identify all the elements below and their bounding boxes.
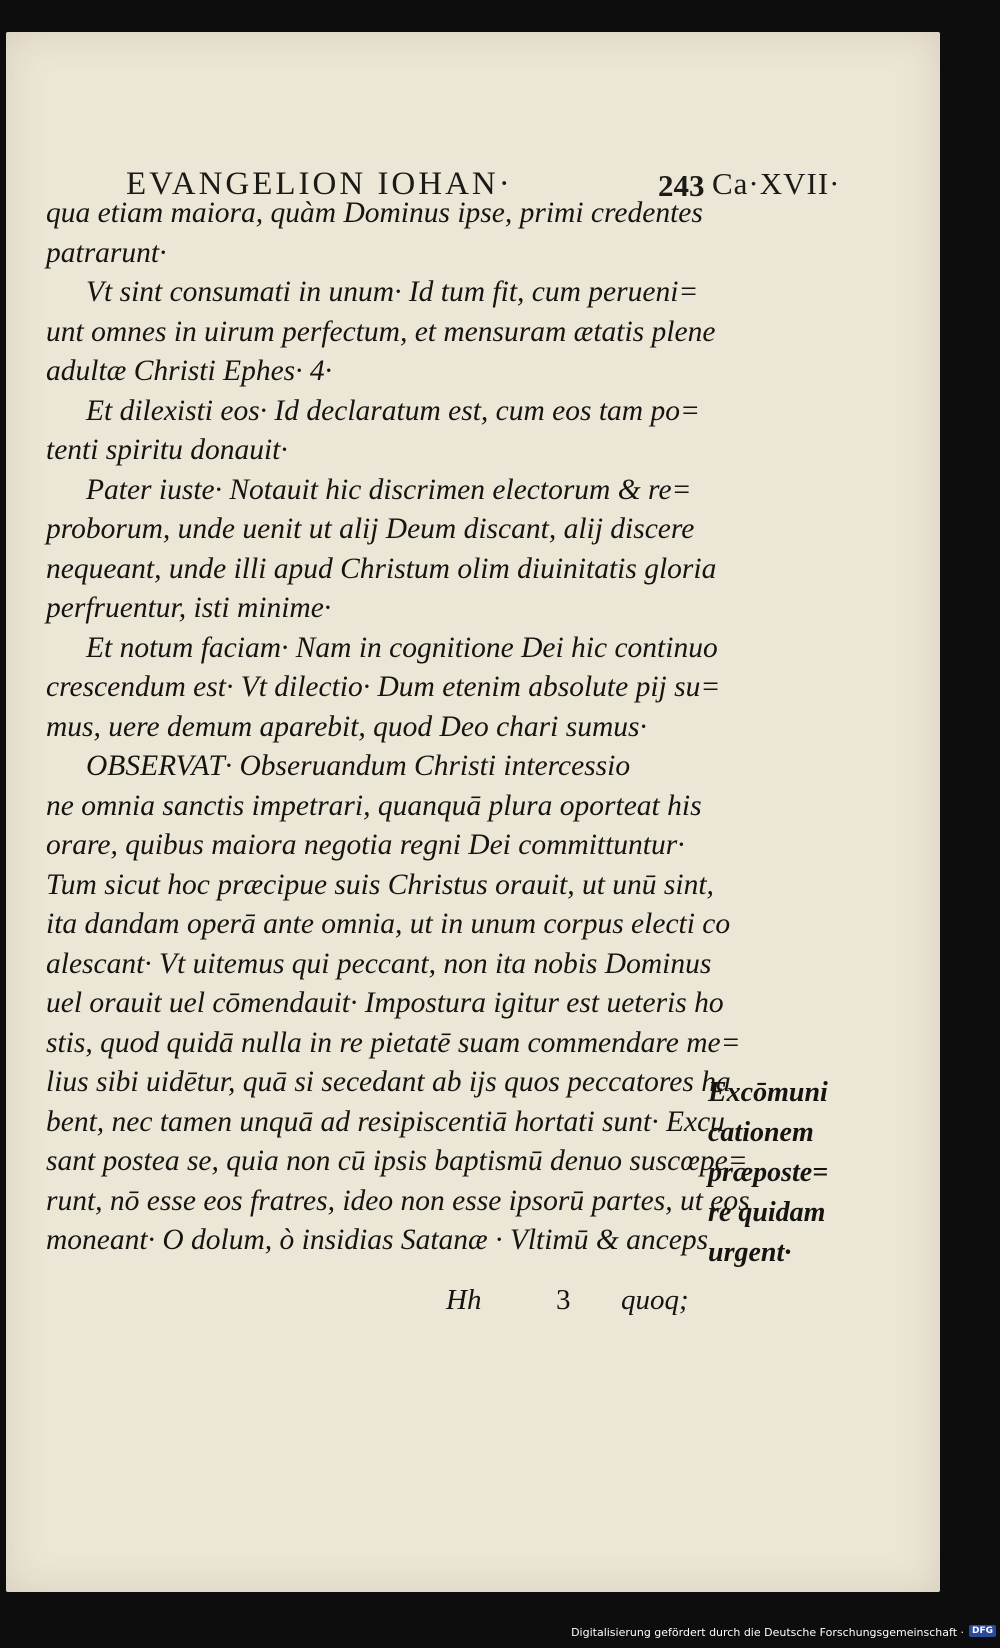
text-line: stis, quod quidā nulla in re pietatē suam commendare me=: [46, 1026, 741, 1059]
catchword: quoq;: [621, 1284, 689, 1316]
text-line: mus, uere demum aparebit, quod Deo chari sumus·: [46, 710, 647, 743]
chapter-reference: Ca·XVII·: [712, 166, 841, 201]
text-line: proborum, unde uenit ut alij Deum discant, alij discere: [46, 513, 695, 545]
text-line: qua etiam maiora, quàm Dominus ipse, primi credentes: [46, 197, 703, 229]
text-line: alescant· Vt uitemus qui peccant, non ita nobis Dominus: [46, 947, 712, 980]
margin-note-line: urgent·: [708, 1237, 792, 1268]
text-line: lius sibi uidētur, quā si secedant ab ijs quos peccatores ha: [46, 1066, 731, 1098]
signature-number: 3: [556, 1284, 571, 1316]
text-line: uel orauit uel cōmendauit· Impostura igitur est ueteris ho: [46, 987, 724, 1019]
text-line: orare, quibus maiora negotia regni Dei committuntur·: [46, 829, 685, 861]
signature-line: [6, 1284, 940, 1324]
funding-credit: Digitalisierung gefördert durch die Deutsche Forschungsgemeinschaft ·: [571, 1626, 964, 1639]
text-line: perfruentur, isti minime·: [46, 592, 332, 624]
text-line: crescendum est· Vt dilectio· Dum etenim absolute pij su=: [46, 671, 721, 703]
text-line: adultæ Christi Ephes· 4·: [46, 355, 333, 387]
margin-note-line: re quidam: [708, 1197, 826, 1228]
text-line: ita dandam operā ante omnia, ut in unum corpus electi co: [46, 908, 731, 940]
text-line: ne omnia sanctis impetrari, quanquā plura oporteat his: [46, 789, 702, 822]
page-number: 243: [658, 168, 705, 203]
text-line: Pater iuste· Notauit hic discrimen electorum & re=: [86, 473, 692, 506]
text-line: moneant· O dolum, ò insidias Satanæ · Vltimū & anceps: [46, 1224, 709, 1256]
text-line: Et dilexisti eos· Id declaratum est, cum eos tam po=: [86, 394, 700, 427]
digitization-footer: [0, 1620, 1000, 1648]
margin-note: [708, 1073, 838, 1273]
text-line: Et notum faciam· Nam in cognitione Dei hic continuo: [86, 631, 718, 664]
dfg-logo: DFG: [969, 1625, 996, 1637]
text-line: OBSERVAT· Obseruandum Christi intercessio: [86, 750, 631, 782]
text-line: Vt sint consumati in unum· Id tum fit, cum perueni=: [86, 276, 699, 308]
text-line: nequeant, unde illi apud Christum olim diuinitatis gloria: [46, 552, 717, 585]
text-line: unt omnes in uirum perfectum, et mensuram ætatis plene: [46, 315, 716, 348]
text-line: sant postea se, quia non cū ipsis baptismū denuo suscœpe=: [46, 1145, 748, 1177]
margin-note-line: Excōmuni: [708, 1077, 828, 1108]
text-line: runt, nō esse eos fratres, ideo non esse ipsorū partes, ut eos: [46, 1184, 750, 1217]
text-line: bent, nec tamen unquā ad resipiscentiā hortati sunt· Excu: [46, 1105, 725, 1138]
margin-note-line: præposte=: [708, 1157, 829, 1188]
book-page: [6, 32, 940, 1592]
text-line: Tum sicut hoc præcipue suis Christus orauit, ut unū sint,: [46, 868, 714, 901]
running-head: EVANGELION IOHAN·: [126, 166, 513, 202]
page-header: [6, 128, 940, 203]
signature-mark: Hh: [446, 1284, 482, 1316]
body-text: [46, 194, 750, 1261]
text-line: patrarunt·: [46, 236, 167, 269]
margin-note-line: cationem: [708, 1117, 814, 1148]
text-line: tenti spiritu donauit·: [46, 434, 288, 466]
